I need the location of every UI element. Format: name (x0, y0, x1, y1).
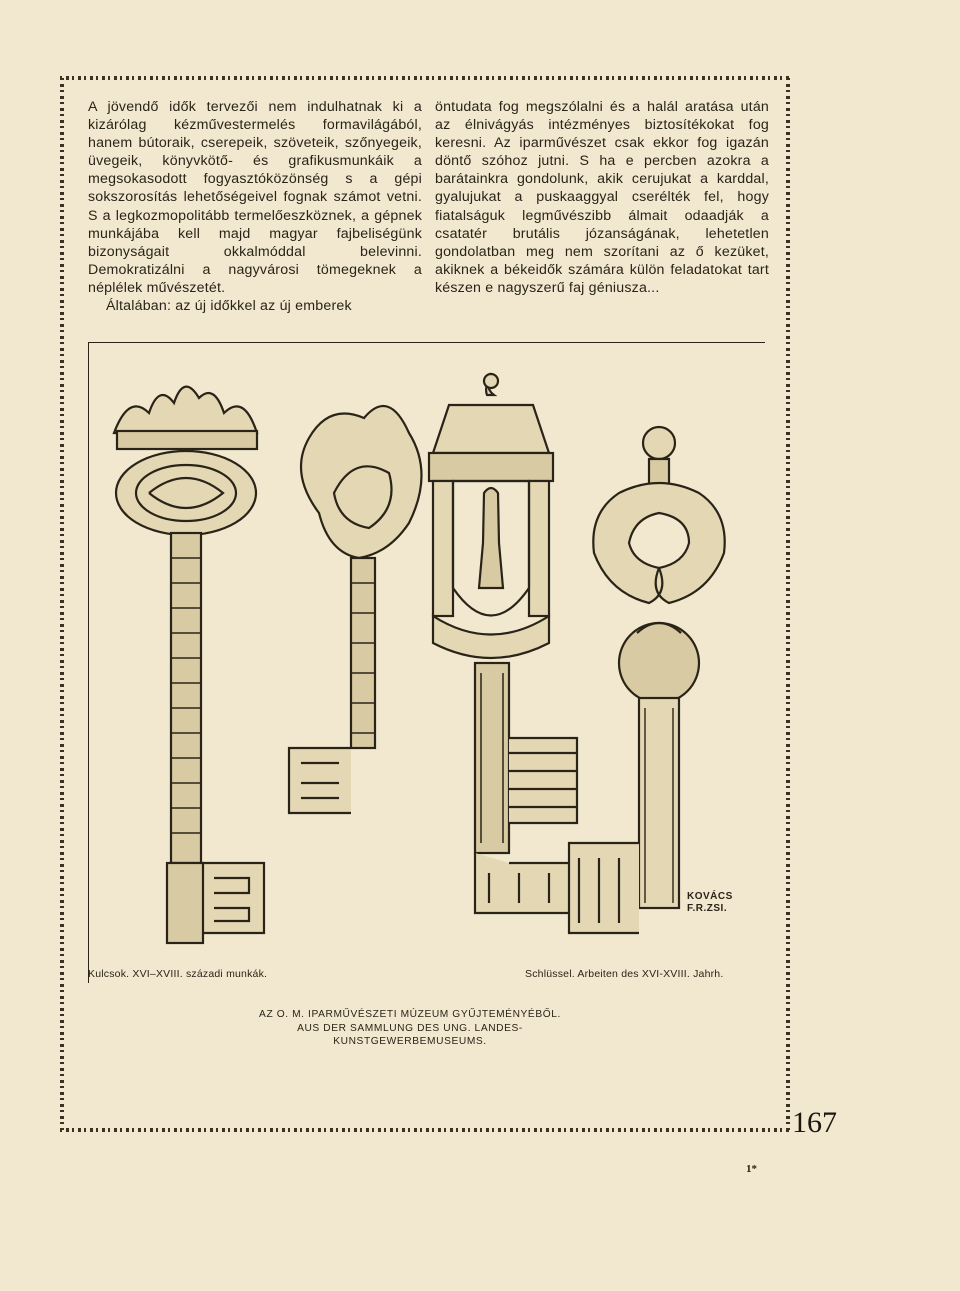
signature-mark: 1* (746, 1163, 757, 1175)
bottom-ornament-rule (60, 1128, 790, 1132)
source-line-1: AZ O. M. IPARMŰVÉSZETI MÚZEUM GYŰJTEMÉNYÉBŐL. (259, 1009, 561, 1020)
crowned-key (114, 387, 264, 943)
keys-illustration (88, 342, 765, 983)
artist-signature-line2: F.R.ZSI. (687, 903, 728, 914)
page-number: 167 (792, 1106, 837, 1139)
source-line-3: KUNSTGEWERBEMUSEUMS. (333, 1036, 487, 1047)
caption-left: Kulcsok. XVI–XVIII. századi munkák. (88, 968, 268, 980)
top-ornament-rule (60, 76, 790, 80)
collection-source (200, 1008, 620, 1049)
left-text-column (88, 98, 422, 315)
left-paragraph-2: Általában: az új időkkel az új emberek (106, 298, 352, 315)
right-ornament-rule (786, 78, 790, 1130)
left-ornament-rule (60, 78, 64, 1130)
keys-drawing (89, 343, 765, 983)
medallion-key (289, 406, 422, 813)
artist-signature (687, 891, 733, 915)
source-line-2: AUS DER SAMMLUNG DES UNG. LANDES- (297, 1022, 523, 1034)
artist-signature-line1: KOVÁCS (687, 891, 733, 902)
dragon-key (569, 427, 725, 933)
caption-right: Schlüssel. Arbeiten des XVI-XVIII. Jahrh. (525, 968, 724, 980)
right-text-column (435, 98, 769, 297)
shrine-key (429, 373, 589, 913)
left-paragraph: A jövendő idők tervezői nem indulhatnak ki a kizárólag kézművestermelés formavilágából, hanem bútoraik, cserepeik, szöveteik, szőnyegeik, üvegeik, könyvkötő- és grafikusmunkáik a megsokasodott fogyasztóközönség s a gépi sokszorosítás lehetőségeivel fognak számot vetni. S a legkozmopolitább termelőeszköznek, a gépnek munkájába kell majd magyar fajbeliségünk bizonyságait okkalmóddal belevinni. Demokratizálni a nagyvárosi tömegeknek a néplélek művészetét. (88, 99, 422, 296)
right-paragraph: öntudata fog megszólalni és a halál aratása után az élnivágyás intézményes biztosítékokat fog keresni. Az iparművészet csak ekkor fog igazán döntő szóhoz jutni. S ha e percben azokra a barátainkra gondolunk, akik cerujukat a karddal, gyalujukat a puskaaggyal cserélték fel, hogy fiatalságuk legművészibb álmait odaadják a csatatér brutális józanságának, lehetetlen gondolatban meg nem szorítani az ő kezüket, akiknek a békeidők számára külön feladatokat tart készen e nagyszerű faj géniusza... (435, 99, 769, 296)
